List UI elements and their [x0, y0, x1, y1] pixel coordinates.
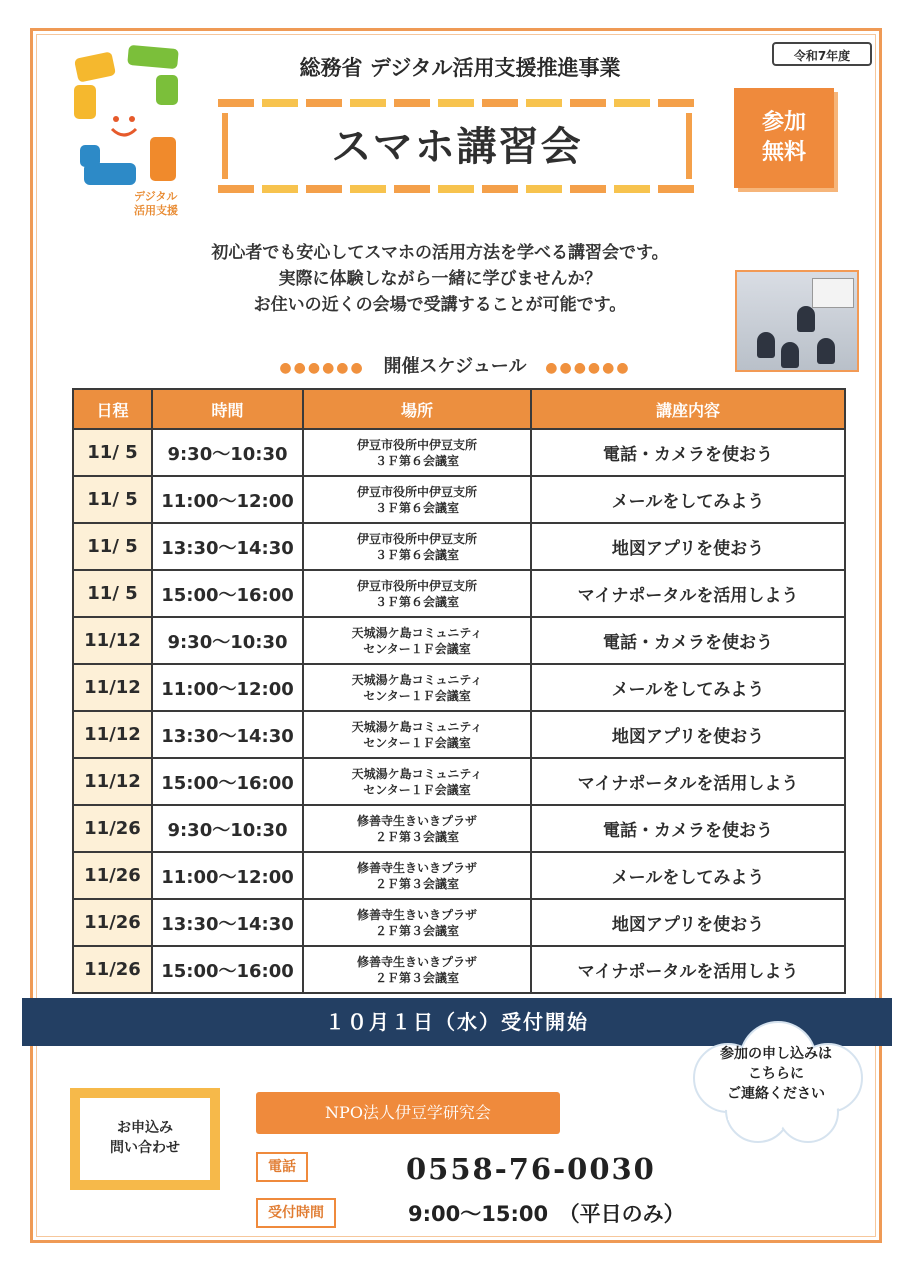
ministry-heading: 総務省 デジタル活用支援推進事業: [299, 56, 621, 80]
contact-label-box: [70, 1088, 220, 1190]
cell-time: 9:30〜10:30: [152, 617, 303, 664]
logo-caption: [134, 190, 178, 218]
reception-start-banner: １０月１日（水）受付開始: [22, 998, 892, 1046]
cell-place: [303, 617, 531, 664]
column-header-date: 日程: [73, 389, 152, 429]
place-line2: センター１Ｆ会議室: [363, 688, 471, 703]
cell-date: 11/ 5: [73, 476, 152, 523]
place-line2: ３Ｆ第６会議室: [374, 453, 459, 468]
cell-time: 13:30〜14:30: [152, 899, 303, 946]
hours-label: 受付時間: [256, 1198, 336, 1228]
column-header-place: 場所: [303, 389, 531, 429]
table-row: [73, 758, 845, 805]
logo-caption-line1: デジタル: [134, 190, 178, 203]
cell-time: 15:00〜16:00: [152, 570, 303, 617]
cell-time: 9:30〜10:30: [152, 805, 303, 852]
place-line1: 修善寺生きいきプラザ: [356, 813, 477, 828]
place-line2: ２Ｆ第３会議室: [374, 876, 459, 891]
cell-time: 15:00〜16:00: [152, 758, 303, 805]
apply-note-line1: 参加の申し込みは: [720, 1046, 832, 1062]
cell-date: 11/26: [73, 899, 152, 946]
cell-place: [303, 523, 531, 570]
place-line2: ２Ｆ第３会議室: [374, 829, 459, 844]
place-line2: ３Ｆ第６会議室: [374, 594, 459, 609]
cell-content: メールをしてみよう: [531, 476, 845, 523]
table-row: [73, 711, 845, 758]
place-line1: 天城湯ケ島コミュニティ: [351, 672, 483, 687]
cell-time: 9:30〜10:30: [152, 429, 303, 476]
cell-time: 15:00〜16:00: [152, 946, 303, 993]
free-badge-line1: 参加: [761, 110, 806, 135]
place-line2: ３Ｆ第６会議室: [374, 500, 459, 515]
cell-place: [303, 664, 531, 711]
intro-line: お住いの近くの会場で受講することが可能です。: [253, 295, 627, 315]
cell-date: 11/12: [73, 758, 152, 805]
place-line1: 伊豆市役所中伊豆支所: [356, 437, 477, 452]
intro-line: 初心者でも安心してスマホの活用方法を学べる講習会です。: [211, 243, 669, 263]
cell-date: 11/26: [73, 805, 152, 852]
place-line2: センター１Ｆ会議室: [363, 735, 471, 750]
cell-content: マイナポータルを活用しよう: [531, 570, 845, 617]
place-line1: 天城湯ケ島コミュニティ: [351, 625, 483, 640]
logo-caption-line2: 活用支援: [134, 204, 178, 217]
schedule-heading: [270, 352, 640, 378]
table-header-row: [73, 389, 845, 429]
place-line1: 伊豆市役所中伊豆支所: [356, 531, 477, 546]
cell-content: メールをしてみよう: [531, 852, 845, 899]
cell-content: メールをしてみよう: [531, 664, 845, 711]
table-row: [73, 476, 845, 523]
cell-content: 地図アプリを使おう: [531, 711, 845, 758]
contact-box-line2: 問い合わせ: [110, 1140, 180, 1156]
schedule-table: [72, 388, 846, 994]
cell-place: [303, 852, 531, 899]
year-badge: 令和7年度: [772, 42, 872, 66]
schedule-heading-text: 開催スケジュール: [383, 356, 527, 377]
cell-place: [303, 429, 531, 476]
cell-time: 13:30〜14:30: [152, 711, 303, 758]
table-row: [73, 429, 845, 476]
cell-date: 11/12: [73, 711, 152, 758]
intro-text: [150, 240, 730, 318]
place-line2: ２Ｆ第３会議室: [374, 970, 459, 985]
apply-note: [688, 1044, 864, 1104]
cell-date: 11/26: [73, 946, 152, 993]
column-header-time: 時間: [152, 389, 303, 429]
place-line1: 伊豆市役所中伊豆支所: [356, 484, 477, 499]
place-line1: 修善寺生きいきプラザ: [356, 954, 477, 969]
dots-decoration: ●●●●●●: [279, 360, 365, 376]
cell-place: [303, 899, 531, 946]
class-photo: [735, 270, 859, 372]
cell-date: 11/ 5: [73, 523, 152, 570]
cell-time: 11:00〜12:00: [152, 852, 303, 899]
free-badge: [734, 88, 834, 188]
place-line1: 修善寺生きいきプラザ: [356, 907, 477, 922]
reception-hours: 9:00〜15:00 （平日のみ）: [408, 1202, 685, 1226]
cell-content: マイナポータルを活用しよう: [531, 946, 845, 993]
table-row: [73, 899, 845, 946]
table-row: [73, 664, 845, 711]
apply-note-line3: ご連絡ください: [727, 1086, 825, 1102]
cell-place: [303, 570, 531, 617]
place-line2: ３Ｆ第６会議室: [374, 547, 459, 562]
cell-date: 11/ 5: [73, 429, 152, 476]
free-badge-line2: 無料: [761, 140, 806, 165]
cell-date: 11/ 5: [73, 570, 152, 617]
place-line1: 修善寺生きいきプラザ: [356, 860, 477, 875]
cell-time: 13:30〜14:30: [152, 523, 303, 570]
cell-content: 電話・カメラを使おう: [531, 617, 845, 664]
contact-box-line1: お申込み: [117, 1120, 173, 1136]
title-frame: [218, 99, 696, 193]
table-row: [73, 852, 845, 899]
cell-date: 11/26: [73, 852, 152, 899]
cell-content: 電話・カメラを使おう: [531, 805, 845, 852]
table-row: [73, 946, 845, 993]
phone-label: 電話: [256, 1152, 308, 1182]
place-line1: 天城湯ケ島コミュニティ: [351, 766, 483, 781]
cell-place: [303, 805, 531, 852]
cell-time: 11:00〜12:00: [152, 664, 303, 711]
place-line2: ２Ｆ第３会議室: [374, 923, 459, 938]
cell-content: 地図アプリを使おう: [531, 523, 845, 570]
table-row: [73, 523, 845, 570]
cell-place: [303, 758, 531, 805]
cell-time: 11:00〜12:00: [152, 476, 303, 523]
phone-number[interactable]: 0558-76-0030: [406, 1152, 656, 1186]
cell-content: マイナポータルを活用しよう: [531, 758, 845, 805]
table-row: [73, 570, 845, 617]
cell-place: [303, 946, 531, 993]
dots-decoration: ●●●●●●: [545, 360, 631, 376]
cell-content: 地図アプリを使おう: [531, 899, 845, 946]
cell-date: 11/12: [73, 617, 152, 664]
cell-place: [303, 476, 531, 523]
cell-place: [303, 711, 531, 758]
place-line2: センター１Ｆ会議室: [363, 641, 471, 656]
page-title: スマホ講習会: [331, 124, 583, 170]
apply-note-line2: こちらに: [748, 1066, 804, 1082]
cell-date: 11/12: [73, 664, 152, 711]
table-row: [73, 805, 845, 852]
place-line2: センター１Ｆ会議室: [363, 782, 471, 797]
table-row: [73, 617, 845, 664]
organization-name: NPO法人伊豆学研究会: [256, 1092, 560, 1134]
intro-line: 実際に体験しながら一緒に学びませんか？: [278, 269, 602, 289]
cell-content: 電話・カメラを使おう: [531, 429, 845, 476]
place-line1: 伊豆市役所中伊豆支所: [356, 578, 477, 593]
place-line1: 天城湯ケ島コミュニティ: [351, 719, 483, 734]
column-header-content: 講座内容: [531, 389, 845, 429]
